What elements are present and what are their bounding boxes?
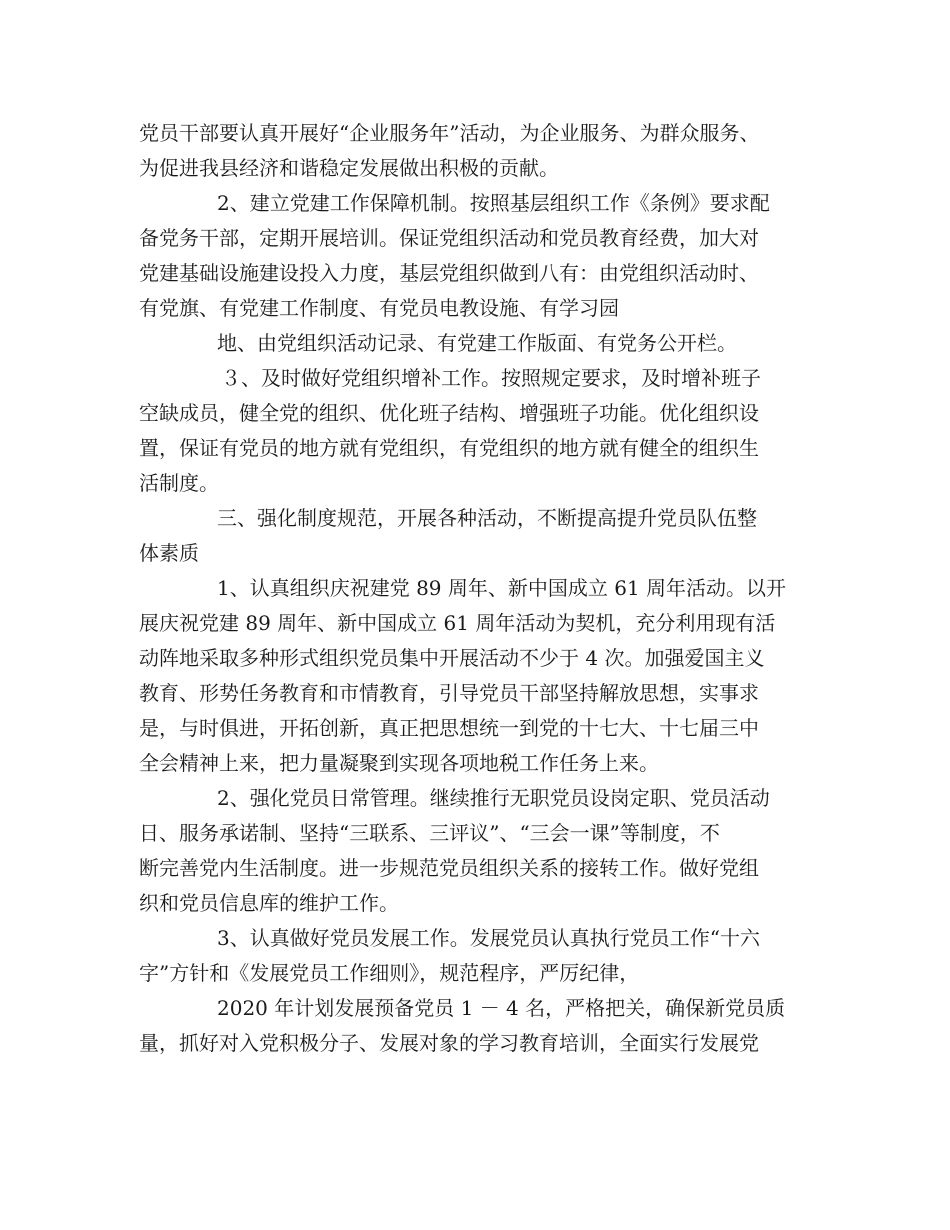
text-line: 教育、形势任务教育和市情教育，引导党员干部坚持解放思想，实事求 <box>139 681 759 705</box>
paragraph-start: ３、及时做好党组织增补工作。按照规定要求，及时增补班子 <box>221 366 761 390</box>
text-line: 活制度。 <box>139 471 219 495</box>
text-line: 字”方针和《发展党员工作细则》，规范程序，严厉纪律， <box>139 961 640 985</box>
paragraph-start: 2020 年计划发展预备党员 1 － 4 名，严格把关，确保新党员质 <box>217 996 786 1020</box>
text-line: 空缺成员，健全党的组织、优化班子结构、增强班子功能。优化组织设 <box>139 401 759 425</box>
text-line: 是，与时俱进，开拓创新，真正把思想统一到党的十七大、十七届三中 <box>139 716 759 740</box>
text-line: 党建基础设施建设投入力度，基层党组织做到八有：由党组织活动时、 <box>139 261 759 285</box>
paragraph-start: 1、认真组织庆祝建党 89 周年、新中国成立 61 周年活动。以开 <box>217 576 787 600</box>
text-line: 量，抓好对入党积极分子、发展对象的学习教育培训，全面实行发展党 <box>139 1031 759 1055</box>
section-heading: 三、强化制度规范，开展各种活动，不断提高提升党员队伍整 <box>217 506 757 530</box>
paragraph-start: 地、由党组织活动记录、有党建工作版面、有党务公开栏。 <box>217 331 737 355</box>
document-body <box>139 116 819 1061</box>
paragraph-start: 3、认真做好党员发展工作。发展党员认真执行党员工作“十六 <box>217 926 760 950</box>
text-line: 动阵地采取多种形式组织党员集中开展活动不少于 4 次。加强爱国主义 <box>139 646 765 670</box>
text-line: 置，保证有党员的地方就有党组织，有党组织的地方就有健全的组织生 <box>139 436 759 460</box>
text-line: 党员干部要认真开展好“企业服务年”活动，为企业服务、为群众服务、 <box>139 121 760 145</box>
section-heading-cont: 体素质 <box>139 541 199 565</box>
text-line: 为促进我县经济和谐稳定发展做出积极的贡献。 <box>139 156 559 180</box>
text-line: 展庆祝党建 89 周年、新中国成立 61 周年活动为契机，充分利用现有活 <box>139 611 776 635</box>
text-line: 全会精神上来，把力量凝聚到实现各项地税工作任务上来。 <box>139 751 659 775</box>
text-line: 断完善党内生活制度。进一步规范党员组织关系的接转工作。做好党组 <box>139 856 759 880</box>
paragraph-start: 2、建立党建工作保障机制。按照基层组织工作《条例》要求配 <box>217 191 770 215</box>
paragraph-start: 2、强化党员日常管理。继续推行无职党员设岗定职、党员活动 <box>217 786 770 810</box>
text-line: 备党务干部，定期开展培训。保证党组织活动和党员教育经费，加大对 <box>139 226 759 250</box>
text-line: 织和党员信息库的维护工作。 <box>139 891 399 915</box>
text-line: 日、服务承诺制、坚持“三联系、三评议”、“三会一课”等制度，不 <box>139 821 720 845</box>
text-line: 有党旗、有党建工作制度、有党员电教设施、有学习园 <box>139 296 619 320</box>
